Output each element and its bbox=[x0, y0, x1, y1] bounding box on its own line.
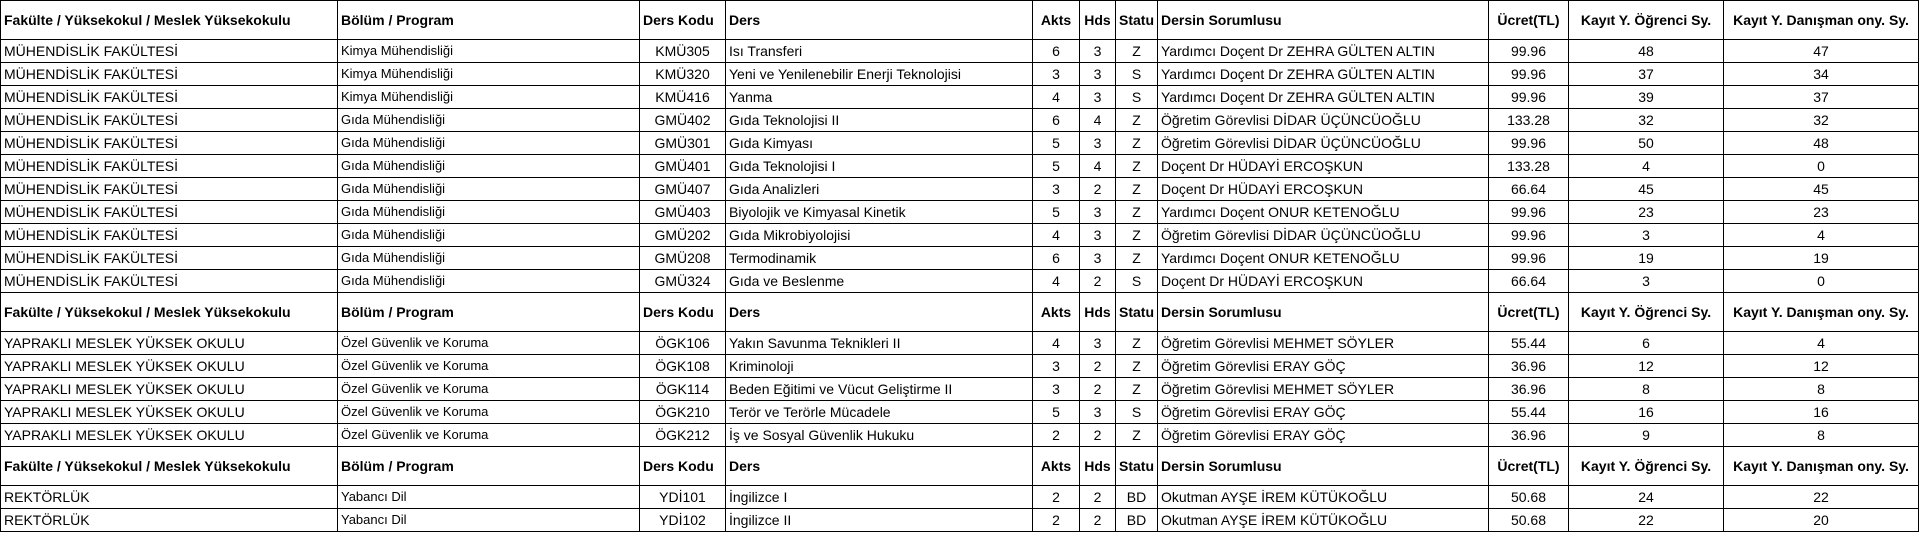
cell-faculty: MÜHENDİSLİK FAKÜLTESİ bbox=[1, 63, 338, 86]
table-row bbox=[1, 247, 1919, 270]
cell-students: 12 bbox=[1569, 355, 1724, 378]
cell-students: 23 bbox=[1569, 201, 1724, 224]
header-row bbox=[1, 293, 1919, 332]
cell-advisor: 12 bbox=[1724, 355, 1919, 378]
cell-code: KMÜ320 bbox=[640, 63, 726, 86]
cell-program: Özel Güvenlik ve Koruma bbox=[338, 332, 640, 355]
cell-students: 37 bbox=[1569, 63, 1724, 86]
cell-program: Özel Güvenlik ve Koruma bbox=[338, 355, 640, 378]
cell-program: Gıda Mühendisliği bbox=[338, 109, 640, 132]
header-hds: Hds bbox=[1080, 293, 1116, 332]
cell-hds: 3 bbox=[1080, 132, 1116, 155]
table-row bbox=[1, 224, 1919, 247]
cell-faculty: MÜHENDİSLİK FAKÜLTESİ bbox=[1, 109, 338, 132]
cell-students: 19 bbox=[1569, 247, 1724, 270]
cell-hds: 2 bbox=[1080, 178, 1116, 201]
header-status: Statu bbox=[1116, 1, 1158, 40]
header-row bbox=[1, 447, 1919, 486]
table-row bbox=[1, 201, 1919, 224]
header-advisor: Kayıt Y. Danışman ony. Sy. bbox=[1724, 447, 1919, 486]
cell-program: Gıda Mühendisliği bbox=[338, 224, 640, 247]
cell-code: YDİ101 bbox=[640, 486, 726, 509]
cell-course: Yanma bbox=[726, 86, 1033, 109]
cell-fee: 36.96 bbox=[1489, 424, 1569, 447]
cell-fee: 50.68 bbox=[1489, 509, 1569, 532]
cell-advisor: 34 bbox=[1724, 63, 1919, 86]
table-row bbox=[1, 486, 1919, 509]
header-course: Ders bbox=[726, 1, 1033, 40]
cell-hds: 3 bbox=[1080, 332, 1116, 355]
header-faculty: Fakülte / Yüksekokul / Meslek Yüksekokulu bbox=[1, 447, 338, 486]
cell-course: Kriminoloji bbox=[726, 355, 1033, 378]
cell-hds: 4 bbox=[1080, 109, 1116, 132]
cell-status: Z bbox=[1116, 247, 1158, 270]
cell-advisor: 32 bbox=[1724, 109, 1919, 132]
table-row bbox=[1, 86, 1919, 109]
cell-faculty: MÜHENDİSLİK FAKÜLTESİ bbox=[1, 201, 338, 224]
cell-advisor: 22 bbox=[1724, 486, 1919, 509]
table-row bbox=[1, 109, 1919, 132]
cell-fee: 55.44 bbox=[1489, 401, 1569, 424]
header-instructor: Dersin Sorumlusu bbox=[1158, 1, 1489, 40]
cell-code: ÖGK210 bbox=[640, 401, 726, 424]
cell-advisor: 16 bbox=[1724, 401, 1919, 424]
cell-instructor: Yardımcı Doçent ONUR KETENOĞLU bbox=[1158, 247, 1489, 270]
header-faculty: Fakülte / Yüksekokul / Meslek Yüksekokulu bbox=[1, 1, 338, 40]
cell-fee: 66.64 bbox=[1489, 270, 1569, 293]
table-row bbox=[1, 378, 1919, 401]
cell-akts: 2 bbox=[1033, 424, 1080, 447]
cell-faculty: MÜHENDİSLİK FAKÜLTESİ bbox=[1, 270, 338, 293]
cell-students: 3 bbox=[1569, 270, 1724, 293]
cell-fee: 66.64 bbox=[1489, 178, 1569, 201]
cell-fee: 36.96 bbox=[1489, 355, 1569, 378]
header-code: Ders Kodu bbox=[640, 293, 726, 332]
cell-akts: 6 bbox=[1033, 109, 1080, 132]
cell-program: Yabancı Dil bbox=[338, 509, 640, 532]
cell-students: 50 bbox=[1569, 132, 1724, 155]
cell-status: Z bbox=[1116, 155, 1158, 178]
cell-course: Isı Transferi bbox=[726, 40, 1033, 63]
header-akts: Akts bbox=[1033, 293, 1080, 332]
cell-fee: 99.96 bbox=[1489, 86, 1569, 109]
cell-instructor: Yardımcı Doçent Dr ZEHRA GÜLTEN ALTIN bbox=[1158, 40, 1489, 63]
header-students: Kayıt Y. Öğrenci Sy. bbox=[1569, 293, 1724, 332]
cell-students: 4 bbox=[1569, 155, 1724, 178]
cell-hds: 2 bbox=[1080, 486, 1116, 509]
cell-program: Kimya Mühendisliği bbox=[338, 86, 640, 109]
header-advisor: Kayıt Y. Danışman ony. Sy. bbox=[1724, 1, 1919, 40]
header-code: Ders Kodu bbox=[640, 447, 726, 486]
cell-status: Z bbox=[1116, 178, 1158, 201]
cell-advisor: 8 bbox=[1724, 424, 1919, 447]
cell-code: GMÜ402 bbox=[640, 109, 726, 132]
cell-akts: 4 bbox=[1033, 270, 1080, 293]
cell-faculty: YAPRAKLI MESLEK YÜKSEK OKULU bbox=[1, 378, 338, 401]
cell-hds: 3 bbox=[1080, 40, 1116, 63]
cell-students: 3 bbox=[1569, 224, 1724, 247]
cell-students: 45 bbox=[1569, 178, 1724, 201]
header-course: Ders bbox=[726, 447, 1033, 486]
cell-status: Z bbox=[1116, 355, 1158, 378]
cell-code: KMÜ416 bbox=[640, 86, 726, 109]
cell-akts: 5 bbox=[1033, 155, 1080, 178]
cell-advisor: 45 bbox=[1724, 178, 1919, 201]
cell-instructor: Öğretim Görevlisi ERAY GÖÇ bbox=[1158, 355, 1489, 378]
table-row bbox=[1, 332, 1919, 355]
cell-code: GMÜ208 bbox=[640, 247, 726, 270]
header-program: Bölüm / Program bbox=[338, 1, 640, 40]
cell-status: BD bbox=[1116, 509, 1158, 532]
cell-faculty: MÜHENDİSLİK FAKÜLTESİ bbox=[1, 178, 338, 201]
cell-akts: 4 bbox=[1033, 332, 1080, 355]
header-students: Kayıt Y. Öğrenci Sy. bbox=[1569, 447, 1724, 486]
header-students: Kayıt Y. Öğrenci Sy. bbox=[1569, 1, 1724, 40]
cell-advisor: 23 bbox=[1724, 201, 1919, 224]
cell-faculty: MÜHENDİSLİK FAKÜLTESİ bbox=[1, 40, 338, 63]
header-program: Bölüm / Program bbox=[338, 293, 640, 332]
cell-faculty: MÜHENDİSLİK FAKÜLTESİ bbox=[1, 247, 338, 270]
cell-students: 16 bbox=[1569, 401, 1724, 424]
cell-advisor: 0 bbox=[1724, 270, 1919, 293]
header-instructor: Dersin Sorumlusu bbox=[1158, 447, 1489, 486]
cell-faculty: YAPRAKLI MESLEK YÜKSEK OKULU bbox=[1, 401, 338, 424]
cell-students: 22 bbox=[1569, 509, 1724, 532]
cell-faculty: MÜHENDİSLİK FAKÜLTESİ bbox=[1, 86, 338, 109]
header-advisor: Kayıt Y. Danışman ony. Sy. bbox=[1724, 293, 1919, 332]
cell-program: Gıda Mühendisliği bbox=[338, 201, 640, 224]
cell-instructor: Öğretim Görevlisi DİDAR ÜÇÜNCÜOĞLU bbox=[1158, 109, 1489, 132]
cell-fee: 99.96 bbox=[1489, 132, 1569, 155]
cell-akts: 5 bbox=[1033, 401, 1080, 424]
cell-instructor: Okutman AYŞE İREM KÜTÜKOĞLU bbox=[1158, 509, 1489, 532]
cell-code: ÖGK106 bbox=[640, 332, 726, 355]
header-row bbox=[1, 1, 1919, 40]
cell-program: Özel Güvenlik ve Koruma bbox=[338, 378, 640, 401]
cell-status: Z bbox=[1116, 224, 1158, 247]
cell-code: ÖGK108 bbox=[640, 355, 726, 378]
cell-students: 8 bbox=[1569, 378, 1724, 401]
cell-akts: 6 bbox=[1033, 247, 1080, 270]
cell-instructor: Yardımcı Doçent ONUR KETENOĞLU bbox=[1158, 201, 1489, 224]
cell-akts: 3 bbox=[1033, 378, 1080, 401]
cell-status: S bbox=[1116, 86, 1158, 109]
cell-akts: 3 bbox=[1033, 63, 1080, 86]
cell-status: S bbox=[1116, 401, 1158, 424]
cell-advisor: 4 bbox=[1724, 332, 1919, 355]
cell-akts: 6 bbox=[1033, 40, 1080, 63]
cell-hds: 2 bbox=[1080, 509, 1116, 532]
table-row bbox=[1, 401, 1919, 424]
cell-hds: 2 bbox=[1080, 424, 1116, 447]
header-status: Statu bbox=[1116, 447, 1158, 486]
cell-advisor: 19 bbox=[1724, 247, 1919, 270]
header-course: Ders bbox=[726, 293, 1033, 332]
cell-code: GMÜ202 bbox=[640, 224, 726, 247]
cell-code: GMÜ403 bbox=[640, 201, 726, 224]
cell-fee: 99.96 bbox=[1489, 40, 1569, 63]
cell-course: Gıda Analizleri bbox=[726, 178, 1033, 201]
cell-akts: 5 bbox=[1033, 132, 1080, 155]
cell-advisor: 47 bbox=[1724, 40, 1919, 63]
cell-faculty: MÜHENDİSLİK FAKÜLTESİ bbox=[1, 155, 338, 178]
cell-faculty: YAPRAKLI MESLEK YÜKSEK OKULU bbox=[1, 332, 338, 355]
cell-instructor: Doçent Dr HÜDAYİ ERCOŞKUN bbox=[1158, 270, 1489, 293]
cell-instructor: Okutman AYŞE İREM KÜTÜKOĞLU bbox=[1158, 486, 1489, 509]
cell-code: ÖGK114 bbox=[640, 378, 726, 401]
cell-status: Z bbox=[1116, 332, 1158, 355]
cell-fee: 36.96 bbox=[1489, 378, 1569, 401]
cell-advisor: 37 bbox=[1724, 86, 1919, 109]
cell-status: S bbox=[1116, 63, 1158, 86]
cell-fee: 99.96 bbox=[1489, 201, 1569, 224]
table-row bbox=[1, 132, 1919, 155]
cell-program: Kimya Mühendisliği bbox=[338, 40, 640, 63]
cell-code: ÖGK212 bbox=[640, 424, 726, 447]
header-fee: Ücret(TL) bbox=[1489, 447, 1569, 486]
cell-course: İngilizce I bbox=[726, 486, 1033, 509]
cell-course: İngilizce II bbox=[726, 509, 1033, 532]
cell-fee: 50.68 bbox=[1489, 486, 1569, 509]
cell-code: GMÜ324 bbox=[640, 270, 726, 293]
cell-course: Terör ve Terörle Mücadele bbox=[726, 401, 1033, 424]
cell-course: Gıda Mikrobiyolojisi bbox=[726, 224, 1033, 247]
cell-status: Z bbox=[1116, 109, 1158, 132]
cell-advisor: 20 bbox=[1724, 509, 1919, 532]
table-row bbox=[1, 155, 1919, 178]
header-instructor: Dersin Sorumlusu bbox=[1158, 293, 1489, 332]
cell-instructor: Öğretim Görevlisi DİDAR ÜÇÜNCÜOĞLU bbox=[1158, 224, 1489, 247]
cell-course: Gıda Teknolojisi II bbox=[726, 109, 1033, 132]
cell-program: Gıda Mühendisliği bbox=[338, 247, 640, 270]
cell-instructor: Yardımcı Doçent Dr ZEHRA GÜLTEN ALTIN bbox=[1158, 63, 1489, 86]
cell-faculty: MÜHENDİSLİK FAKÜLTESİ bbox=[1, 132, 338, 155]
cell-course: Yakın Savunma Teknikleri II bbox=[726, 332, 1033, 355]
cell-program: Özel Güvenlik ve Koruma bbox=[338, 424, 640, 447]
cell-fee: 133.28 bbox=[1489, 109, 1569, 132]
cell-program: Gıda Mühendisliği bbox=[338, 155, 640, 178]
cell-instructor: Öğretim Görevlisi ERAY GÖÇ bbox=[1158, 424, 1489, 447]
cell-instructor: Öğretim Görevlisi ERAY GÖÇ bbox=[1158, 401, 1489, 424]
header-program: Bölüm / Program bbox=[338, 447, 640, 486]
cell-students: 6 bbox=[1569, 332, 1724, 355]
cell-code: GMÜ401 bbox=[640, 155, 726, 178]
table-row bbox=[1, 509, 1919, 532]
cell-hds: 3 bbox=[1080, 63, 1116, 86]
cell-faculty: YAPRAKLI MESLEK YÜKSEK OKULU bbox=[1, 424, 338, 447]
cell-instructor: Öğretim Görevlisi MEHMET SÖYLER bbox=[1158, 378, 1489, 401]
cell-instructor: Doçent Dr HÜDAYİ ERCOŞKUN bbox=[1158, 178, 1489, 201]
cell-students: 48 bbox=[1569, 40, 1724, 63]
cell-akts: 4 bbox=[1033, 86, 1080, 109]
table-row bbox=[1, 270, 1919, 293]
cell-students: 39 bbox=[1569, 86, 1724, 109]
cell-advisor: 0 bbox=[1724, 155, 1919, 178]
header-akts: Akts bbox=[1033, 447, 1080, 486]
cell-students: 9 bbox=[1569, 424, 1724, 447]
cell-code: KMÜ305 bbox=[640, 40, 726, 63]
cell-course: Gıda Teknolojisi I bbox=[726, 155, 1033, 178]
header-hds: Hds bbox=[1080, 1, 1116, 40]
cell-course: İş ve Sosyal Güvenlik Hukuku bbox=[726, 424, 1033, 447]
cell-fee: 133.28 bbox=[1489, 155, 1569, 178]
cell-hds: 3 bbox=[1080, 224, 1116, 247]
cell-program: Gıda Mühendisliği bbox=[338, 270, 640, 293]
cell-faculty: REKTÖRLÜK bbox=[1, 509, 338, 532]
table-row bbox=[1, 178, 1919, 201]
header-fee: Ücret(TL) bbox=[1489, 293, 1569, 332]
table-row bbox=[1, 355, 1919, 378]
cell-hds: 4 bbox=[1080, 155, 1116, 178]
cell-faculty: MÜHENDİSLİK FAKÜLTESİ bbox=[1, 224, 338, 247]
cell-course: Gıda ve Beslenme bbox=[726, 270, 1033, 293]
cell-hds: 3 bbox=[1080, 247, 1116, 270]
cell-fee: 99.96 bbox=[1489, 224, 1569, 247]
cell-akts: 4 bbox=[1033, 224, 1080, 247]
cell-akts: 5 bbox=[1033, 201, 1080, 224]
header-status: Statu bbox=[1116, 293, 1158, 332]
cell-fee: 99.96 bbox=[1489, 63, 1569, 86]
cell-akts: 2 bbox=[1033, 509, 1080, 532]
cell-hds: 3 bbox=[1080, 86, 1116, 109]
cell-status: Z bbox=[1116, 132, 1158, 155]
table-row bbox=[1, 40, 1919, 63]
header-code: Ders Kodu bbox=[640, 1, 726, 40]
cell-instructor: Öğretim Görevlisi DİDAR ÜÇÜNCÜOĞLU bbox=[1158, 132, 1489, 155]
cell-status: Z bbox=[1116, 40, 1158, 63]
cell-hds: 2 bbox=[1080, 355, 1116, 378]
cell-akts: 3 bbox=[1033, 355, 1080, 378]
table-row bbox=[1, 424, 1919, 447]
cell-course: Yeni ve Yenilenebilir Enerji Teknolojisi bbox=[726, 63, 1033, 86]
cell-code: YDİ102 bbox=[640, 509, 726, 532]
cell-course: Biyolojik ve Kimyasal Kinetik bbox=[726, 201, 1033, 224]
cell-code: GMÜ301 bbox=[640, 132, 726, 155]
cell-fee: 99.96 bbox=[1489, 247, 1569, 270]
header-akts: Akts bbox=[1033, 1, 1080, 40]
cell-instructor: Doçent Dr HÜDAYİ ERCOŞKUN bbox=[1158, 155, 1489, 178]
cell-faculty: YAPRAKLI MESLEK YÜKSEK OKULU bbox=[1, 355, 338, 378]
cell-status: S bbox=[1116, 270, 1158, 293]
cell-program: Yabancı Dil bbox=[338, 486, 640, 509]
cell-status: Z bbox=[1116, 201, 1158, 224]
cell-status: Z bbox=[1116, 424, 1158, 447]
cell-students: 32 bbox=[1569, 109, 1724, 132]
cell-hds: 3 bbox=[1080, 201, 1116, 224]
cell-program: Kimya Mühendisliği bbox=[338, 63, 640, 86]
cell-akts: 2 bbox=[1033, 486, 1080, 509]
cell-advisor: 4 bbox=[1724, 224, 1919, 247]
cell-course: Gıda Kimyası bbox=[726, 132, 1033, 155]
header-fee: Ücret(TL) bbox=[1489, 1, 1569, 40]
cell-akts: 3 bbox=[1033, 178, 1080, 201]
cell-hds: 3 bbox=[1080, 401, 1116, 424]
cell-status: BD bbox=[1116, 486, 1158, 509]
cell-advisor: 8 bbox=[1724, 378, 1919, 401]
cell-course: Beden Eğitimi ve Vücut Geliştirme II bbox=[726, 378, 1033, 401]
header-hds: Hds bbox=[1080, 447, 1116, 486]
cell-instructor: Yardımcı Doçent Dr ZEHRA GÜLTEN ALTIN bbox=[1158, 86, 1489, 109]
cell-hds: 2 bbox=[1080, 378, 1116, 401]
cell-code: GMÜ407 bbox=[640, 178, 726, 201]
cell-advisor: 48 bbox=[1724, 132, 1919, 155]
cell-students: 24 bbox=[1569, 486, 1724, 509]
cell-program: Gıda Mühendisliği bbox=[338, 178, 640, 201]
cell-hds: 2 bbox=[1080, 270, 1116, 293]
cell-program: Gıda Mühendisliği bbox=[338, 132, 640, 155]
header-faculty: Fakülte / Yüksekokul / Meslek Yüksekokulu bbox=[1, 293, 338, 332]
cell-instructor: Öğretim Görevlisi MEHMET SÖYLER bbox=[1158, 332, 1489, 355]
cell-program: Özel Güvenlik ve Koruma bbox=[338, 401, 640, 424]
cell-course: Termodinamik bbox=[726, 247, 1033, 270]
cell-faculty: REKTÖRLÜK bbox=[1, 486, 338, 509]
table-row bbox=[1, 63, 1919, 86]
cell-status: Z bbox=[1116, 378, 1158, 401]
cell-fee: 55.44 bbox=[1489, 332, 1569, 355]
